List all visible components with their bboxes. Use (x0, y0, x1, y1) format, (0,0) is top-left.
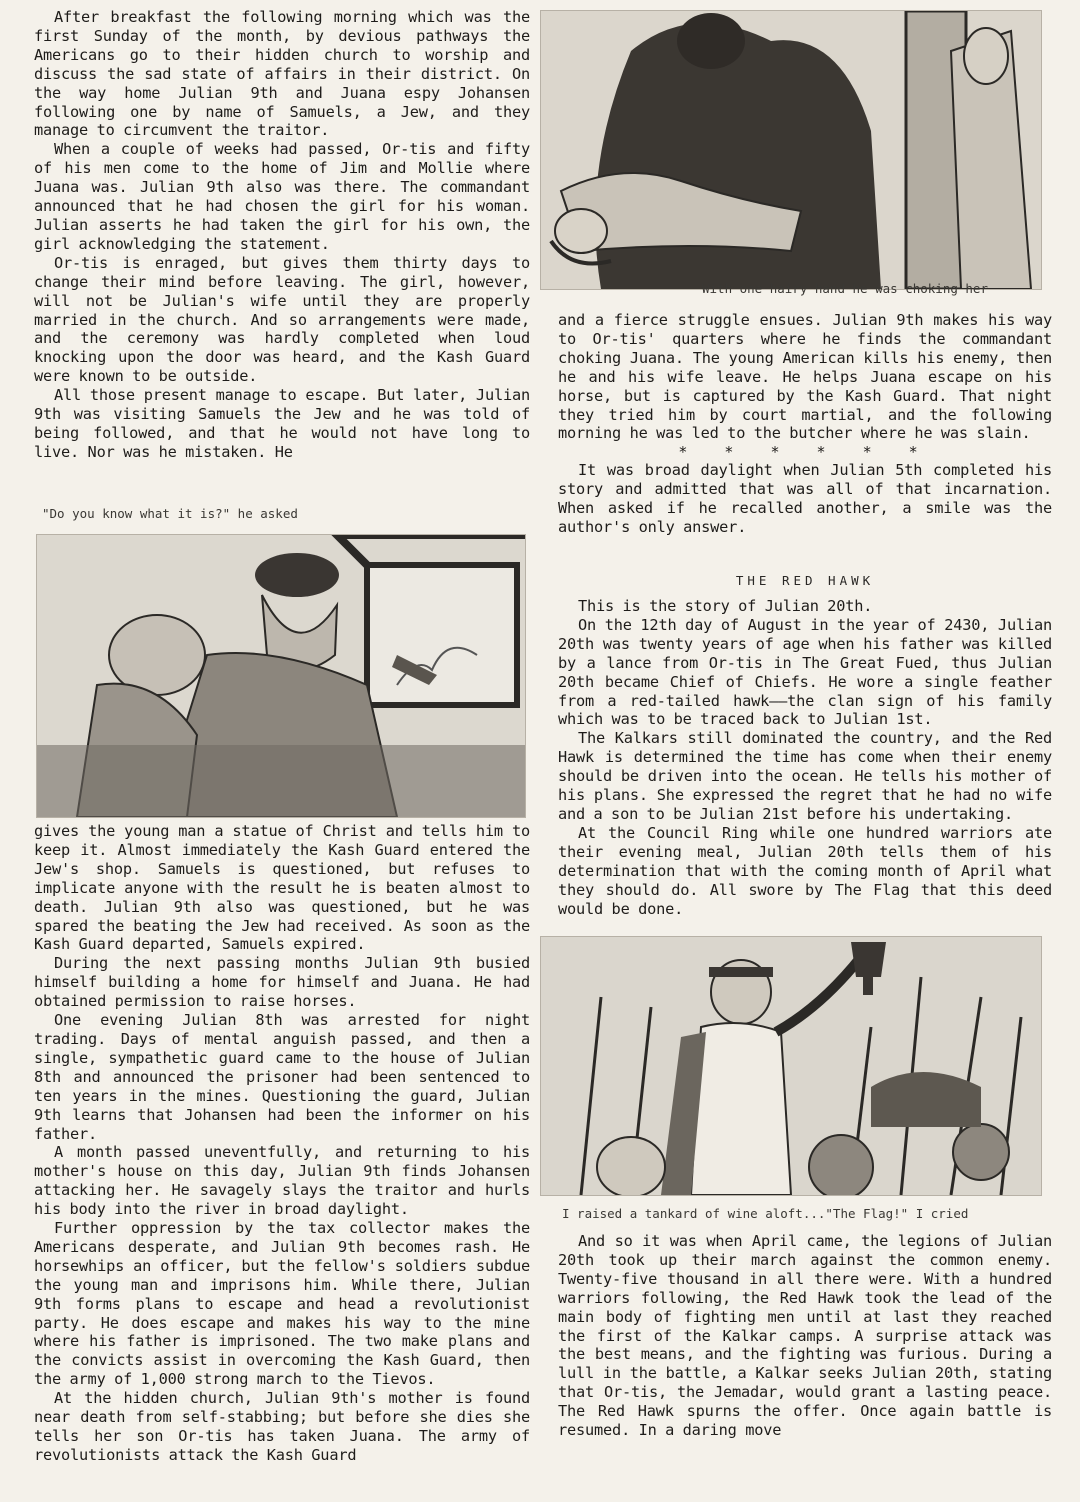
paragraph: A month passed uneventfully, and returning to his mother's house on this day, Julian 9th finds Johansen attacking her. He savagely slays the traitor and hurls his body into the river in broad daylight. (34, 1143, 530, 1219)
left-column-top-text (34, 8, 530, 462)
paragraph: All those present manage to escape. But later, Julian 9th was visiting Samuels the Jew and he was told of being followed, and that he would not have long to live. Nor was he mistaken. He (34, 386, 530, 461)
right-column-top-text (558, 311, 1052, 537)
paragraph: On the 12th day of August in the year of 2430, Julian 20th was twenty years of age when his father was killed by a lance from Or-tis in The Great Fued, thus Julian 20th became Chief of Chiefs. He wore a single feather from a red-tailed hawk——the clan sign of his family which was to be traced back to Julian 1st. (558, 615, 1052, 729)
paragraph: At the Council Ring while one hundred warriors ate their evening meal, Julian 20th tells them of his determination that with the coming month of April what they should do. All swore by The Flag that this deed would be done. (558, 823, 1052, 918)
left-column-bottom-text (34, 822, 530, 1465)
section-heading: THE RED HAWK (735, 573, 875, 588)
shop-scene-drawing (37, 535, 525, 817)
choking-scene-drawing (541, 11, 1041, 289)
right-column-bottom-text (558, 1232, 1052, 1440)
paragraph: gives the young man a statue of Christ and tells him to keep it. Almost immediately the Kash Guard entered the Jew's shop. Samuels is questioned, but refuses to implicate anyone with the result he is beaten almost to death. Julian 9th also was questioned, but he was spared the beating the Jew had received. As soon as the Kash Guard departed, Samuels expired. (34, 822, 530, 954)
illustration-shop-scene (36, 534, 526, 818)
paragraph: When a couple of weeks had passed, Or-tis and fifty of his men come to the home of Jim and Mollie where Juana was. Julian 9th also was there. The commandant announced that he had chosen the girl for his woman. Julian asserts he had taken the girl for his own, the girl acknowledging the statement. (34, 140, 530, 253)
section-break: * * * * * * (678, 443, 932, 462)
paragraph: The Kalkars still dominated the country, and the Red Hawk is determined the time has come when their enemy should be driven into the ocean. He tells his mother of his plans. She expressed the regret that he had no wife and a son to be Julian 21st before his undertaking. (558, 729, 1052, 823)
paragraph: After breakfast the following morning which was the first Sunday of the month, by devious pathways the Americans go to their hidden church to worship and discuss the sad state of affairs in their district. On the way home Julian 9th and Juana espy Johansen following one by name of Samuels, a Jew, and they manage to circumvent the traitor. (34, 8, 530, 140)
paragraph: At the hidden church, Julian 9th's mother is found near death from self-stabbing; but before she dies she tells her son Or-tis has taken Juana. The army of revolutionists attack the Kash Guard (34, 1389, 530, 1464)
council-ring-drawing (541, 937, 1041, 1195)
paragraph: This is the story of Julian 20th. (578, 597, 873, 615)
illustration-caption: "Do you know what it is?" he asked (42, 506, 298, 521)
paragraph: Further oppression by the tax collector makes the Americans desperate, and Julian 9th becomes rash. He horsewhips an officer, but the fellow's soldiers subdue the young man and imprisons him. While there, Julian 9th forms plans to escape and head a revolutionist party. He does escape and makes his way to the mine where his father is imprisoned. The two make plans and the convicts assist in overcoming the Kash Guard, then the army of 1,000 strong march to the Tievos. (34, 1219, 530, 1389)
paragraph: It was broad daylight when Julian 5th completed his story and admitted that was all of that incarnation. When asked if he recalled another, a smile was the author's only answer. (558, 461, 1052, 537)
paragraph: One evening Julian 8th was arrested for night trading. Days of mental anguish passed, and then a single, sympathetic guard came to the house of Julian 8th and announced the prisoner had been sentenced to ten years in the mines. Questioning the guard, Julian 9th learns that Johansen had been the informer on his father. (34, 1011, 530, 1143)
paragraph: Or-tis is enraged, but gives them thirty days to change their mind before leaving. The girl, however, will not be Julian's wife until they are properly married in the church. And so arrangements were made, and the ceremony was hardly completed when loud knocking upon the door was heard, and the Kash Guard were known to be outside. (34, 253, 530, 386)
paragraph: And so it was when April came, the legions of Julian 20th took up their march against the common enemy. Twenty-five thousand in all there were. With a hundred warriors following, the Red Hawk took the lead of the main body of fighting men until at last they reached the first of the Kalkar camps. A surprise attack was the best means, and the fighting was furious. During a lull in the battle, a Kalkar seeks Julian 20th, stating that Or-tis, the Jemadar, would grant a lasting peace. The Red Hawk spurns the offer. Once again battle is resumed. In a daring move (558, 1232, 1052, 1440)
paragraph: During the next passing months Julian 9th busied himself building a home for himself and Juana. He had obtained permission to raise horses. (34, 954, 530, 1011)
illustration-council-ring (540, 936, 1042, 1196)
illustration-choking-scene (540, 10, 1042, 290)
right-column-section-text (558, 597, 1052, 918)
paragraph: and a fierce struggle ensues. Julian 9th makes his way to Or-tis' quarters where he finds the commandant choking Juana. The young American kills his enemy, then he and his wife leave. He helps Juana escape on his horse, but is captured by the Kash Guard. That night they tried him by court martial, and the following morning he was led to the butcher where he was slain. (558, 311, 1052, 443)
illustration-caption: With one hairy hand he was choking her (702, 281, 988, 296)
illustration-caption: I raised a tankard of wine aloft..."The Flag!" I cried (562, 1206, 969, 1221)
